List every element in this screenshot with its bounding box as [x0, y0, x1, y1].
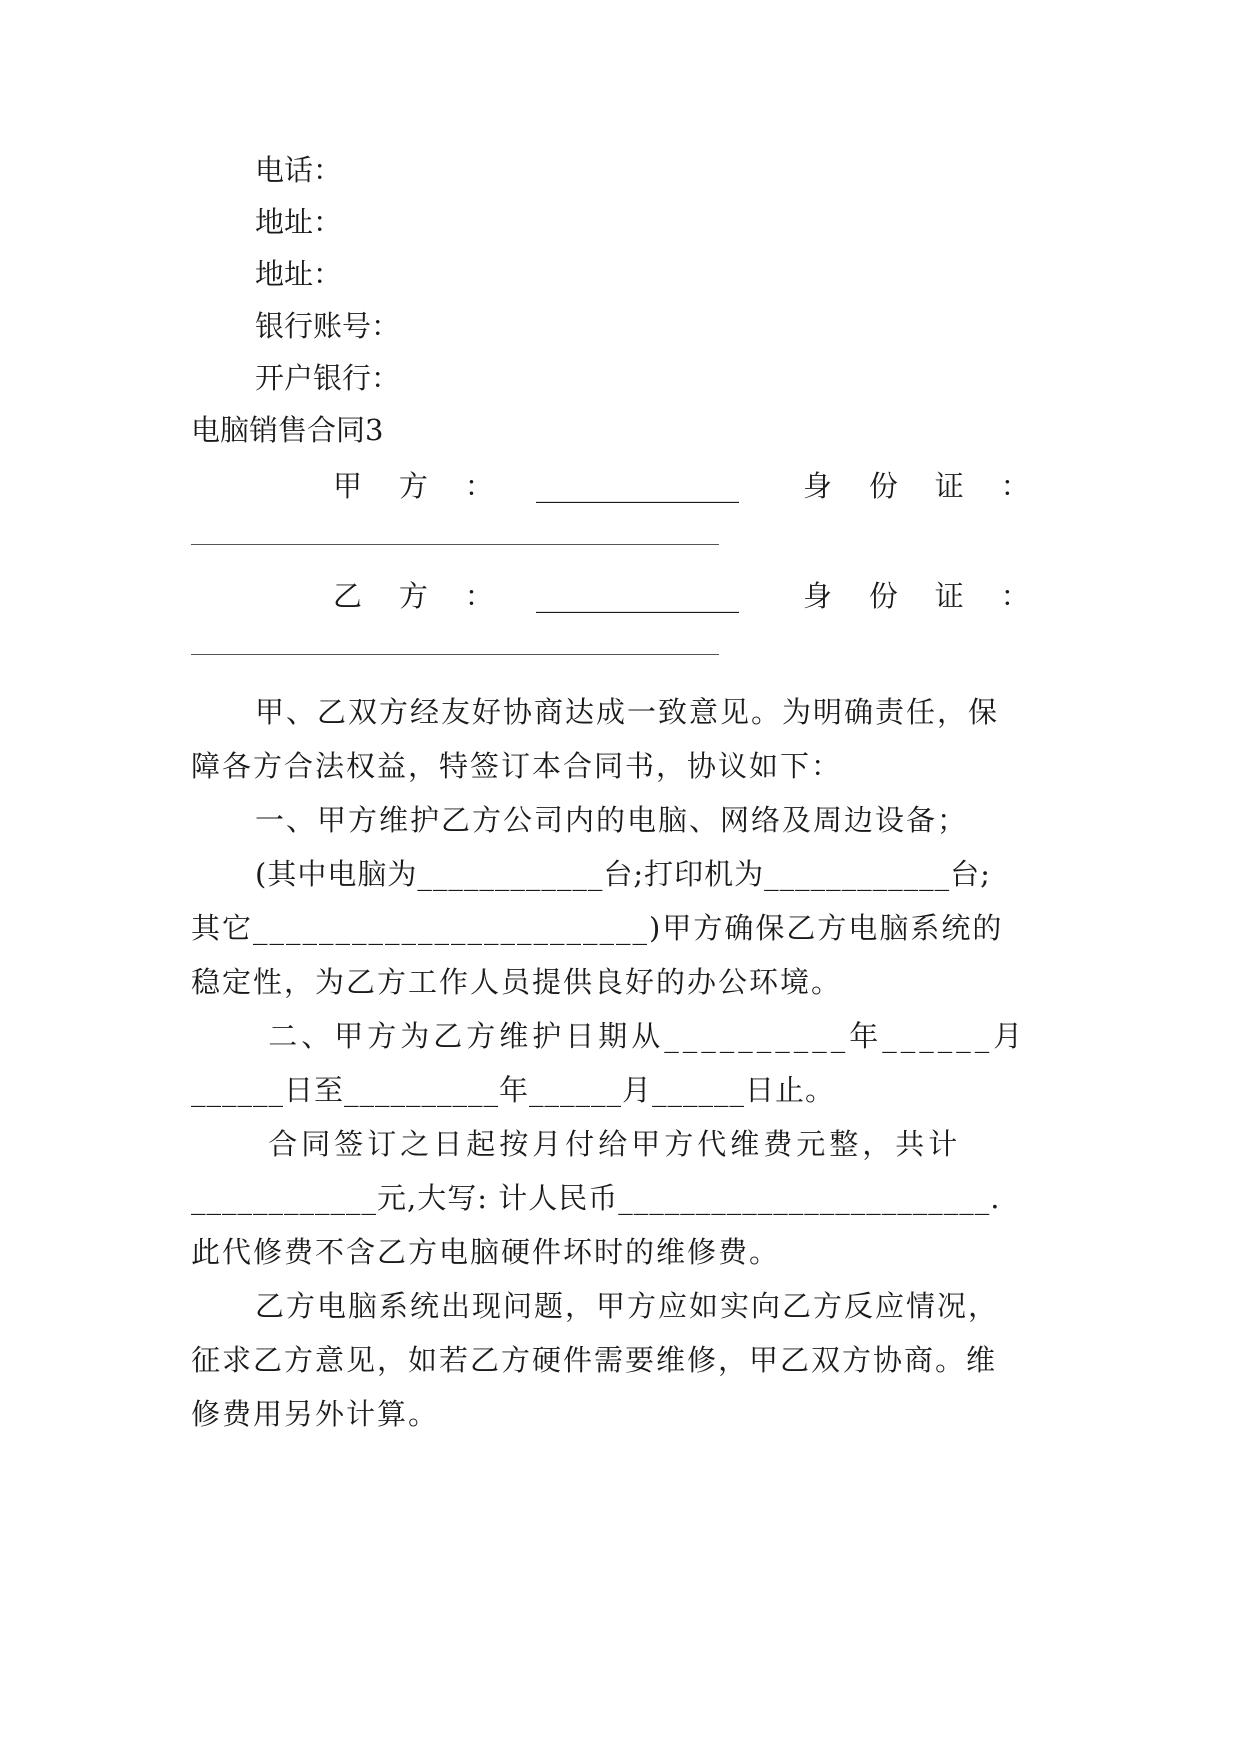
clause-1-line-2: (其中电脑为____________台;打印机为____________台; — [255, 857, 991, 891]
fee-line-1: 合同签订之日起按月付给甲方代维费元整，共计 — [255, 1127, 962, 1161]
fee-line-3: 此代修费不含乙方电脑硬件坏时的维修费。 — [191, 1235, 781, 1269]
issue-line-2: 征求乙方意见，如若乙方硬件需要维修，甲乙双方协商。维 — [191, 1343, 998, 1377]
party-b-id-underline — [191, 654, 719, 655]
phone-line: 电话： — [255, 153, 343, 187]
party-a-id-underline — [191, 544, 719, 545]
issue-line-1: 乙方电脑系统出现问题，甲方应如实向乙方反应情况， — [255, 1289, 1000, 1323]
address-line-2: 地址： — [255, 257, 343, 291]
bank-name-line: 开户银行： — [255, 361, 401, 395]
clause-1-line-1: 一、甲方维护乙方公司内的电脑、网络及周边设备； — [255, 803, 969, 837]
clause-2-line-1: 二、甲方为乙方维护日期从__________年______月 — [255, 1019, 1027, 1053]
party-a-label: 甲 方 ： — [333, 469, 494, 503]
contract-title: 电脑销售合同3 — [191, 413, 384, 447]
fee-line-2: ____________元,大写: 计人民币________________________. — [191, 1181, 1001, 1215]
party-a-id-label: 身 份 证 ： — [803, 469, 1030, 503]
party-b-label: 乙 方 ： — [333, 579, 494, 613]
party-b-row — [191, 576, 1043, 616]
clause-1-line-4: 稳定性，为乙方工作人员提供良好的办公环境。 — [191, 965, 843, 999]
bank-account-line: 银行账号： — [255, 309, 401, 343]
intro-line-2: 障各方合法权益，特签订本合同书，协议如下： — [191, 749, 843, 783]
intro-line-1: 甲、乙双方经友好协商达成一致意见。为明确责任，保 — [255, 695, 1000, 729]
clause-2-line-2: ______日至__________年______月______日止。 — [191, 1073, 836, 1107]
address-line-1: 地址： — [255, 205, 343, 239]
party-b-blank: ______________ — [536, 579, 739, 613]
party-a-row — [191, 466, 1043, 506]
clause-1-line-3: 其它________________________)甲方确保乙方电脑系统的 — [191, 911, 1004, 945]
party-b-id-label: 身 份 证 ： — [803, 579, 1030, 613]
issue-line-3: 修费用另外计算。 — [191, 1397, 440, 1431]
party-a-blank: ______________ — [536, 469, 739, 503]
